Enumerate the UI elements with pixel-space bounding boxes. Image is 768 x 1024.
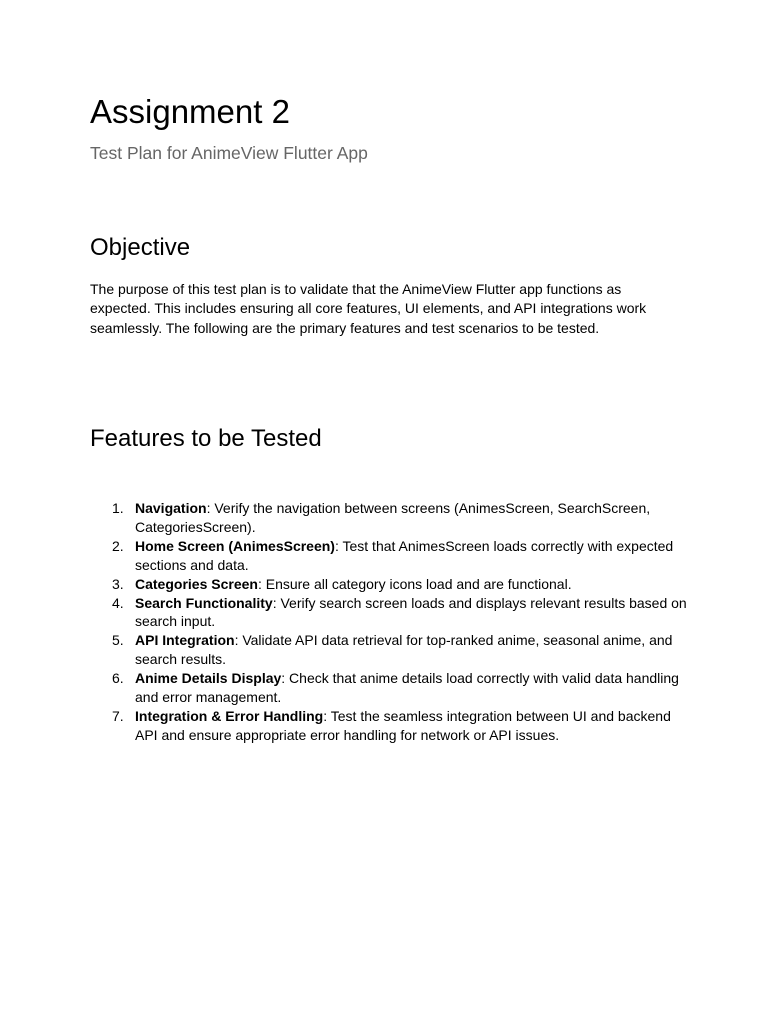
- feature-name: Categories Screen: [135, 575, 258, 592]
- feature-name: Anime Details Display: [135, 670, 282, 687]
- document-subtitle: Test Plan for AnimeView Flutter App: [90, 143, 368, 163]
- list-item: [90, 669, 690, 707]
- list-item-number: 7.: [112, 707, 124, 724]
- features-heading: Features to be Tested: [90, 425, 322, 452]
- list-item: [90, 594, 690, 632]
- list-item-number: 3.: [112, 575, 124, 592]
- objective-paragraph: The purpose of this test plan is to validate that the AnimeView Flutter app functions as expected. This includes ensuring all core features, UI elements, and API integrations work seamlessly. The following are the primary features and test scenarios to be tested.: [90, 281, 647, 336]
- feature-description: : Test that AnimesScreen loads correctly with expected sections and data.: [135, 537, 674, 573]
- list-item: [90, 631, 690, 669]
- list-item: [90, 575, 690, 594]
- feature-name: API Integration: [135, 632, 235, 649]
- document-title: Assignment 2: [90, 93, 290, 130]
- list-item-number: 6.: [112, 670, 124, 687]
- feature-name: Integration & Error Handling: [135, 707, 324, 724]
- feature-name: Search Functionality: [135, 594, 273, 611]
- feature-name: Home Screen (AnimesScreen): [135, 537, 335, 554]
- objective-heading: Objective: [90, 234, 191, 261]
- feature-description: : Validate API data retrieval for top-ranked anime, seasonal anime, and search results.: [135, 632, 673, 668]
- list-item-number: 4.: [112, 594, 124, 611]
- list-item: [90, 707, 690, 745]
- list-item-number: 1.: [112, 500, 124, 516]
- feature-description: : Ensure all category icons load and are functional.: [257, 575, 572, 592]
- list-item-number: 5.: [112, 632, 124, 649]
- list-item-number: 2.: [112, 537, 124, 554]
- feature-description: : Check that anime details load correctly with valid data handling and error management.: [135, 670, 679, 706]
- feature-name: Navigation: [135, 500, 207, 516]
- list-item: [90, 537, 690, 575]
- feature-description: : Test the seamless integration between UI and backend API and ensure appropriate error handling for network or API issues.: [135, 707, 671, 743]
- list-item: [90, 499, 690, 537]
- feature-description: : Verify the navigation between screens (AnimesScreen, SearchScreen, CategoriesScreen).: [135, 500, 651, 535]
- feature-description: : Verify search screen loads and displays relevant results based on search input.: [135, 594, 687, 630]
- feature-list: [90, 499, 690, 745]
